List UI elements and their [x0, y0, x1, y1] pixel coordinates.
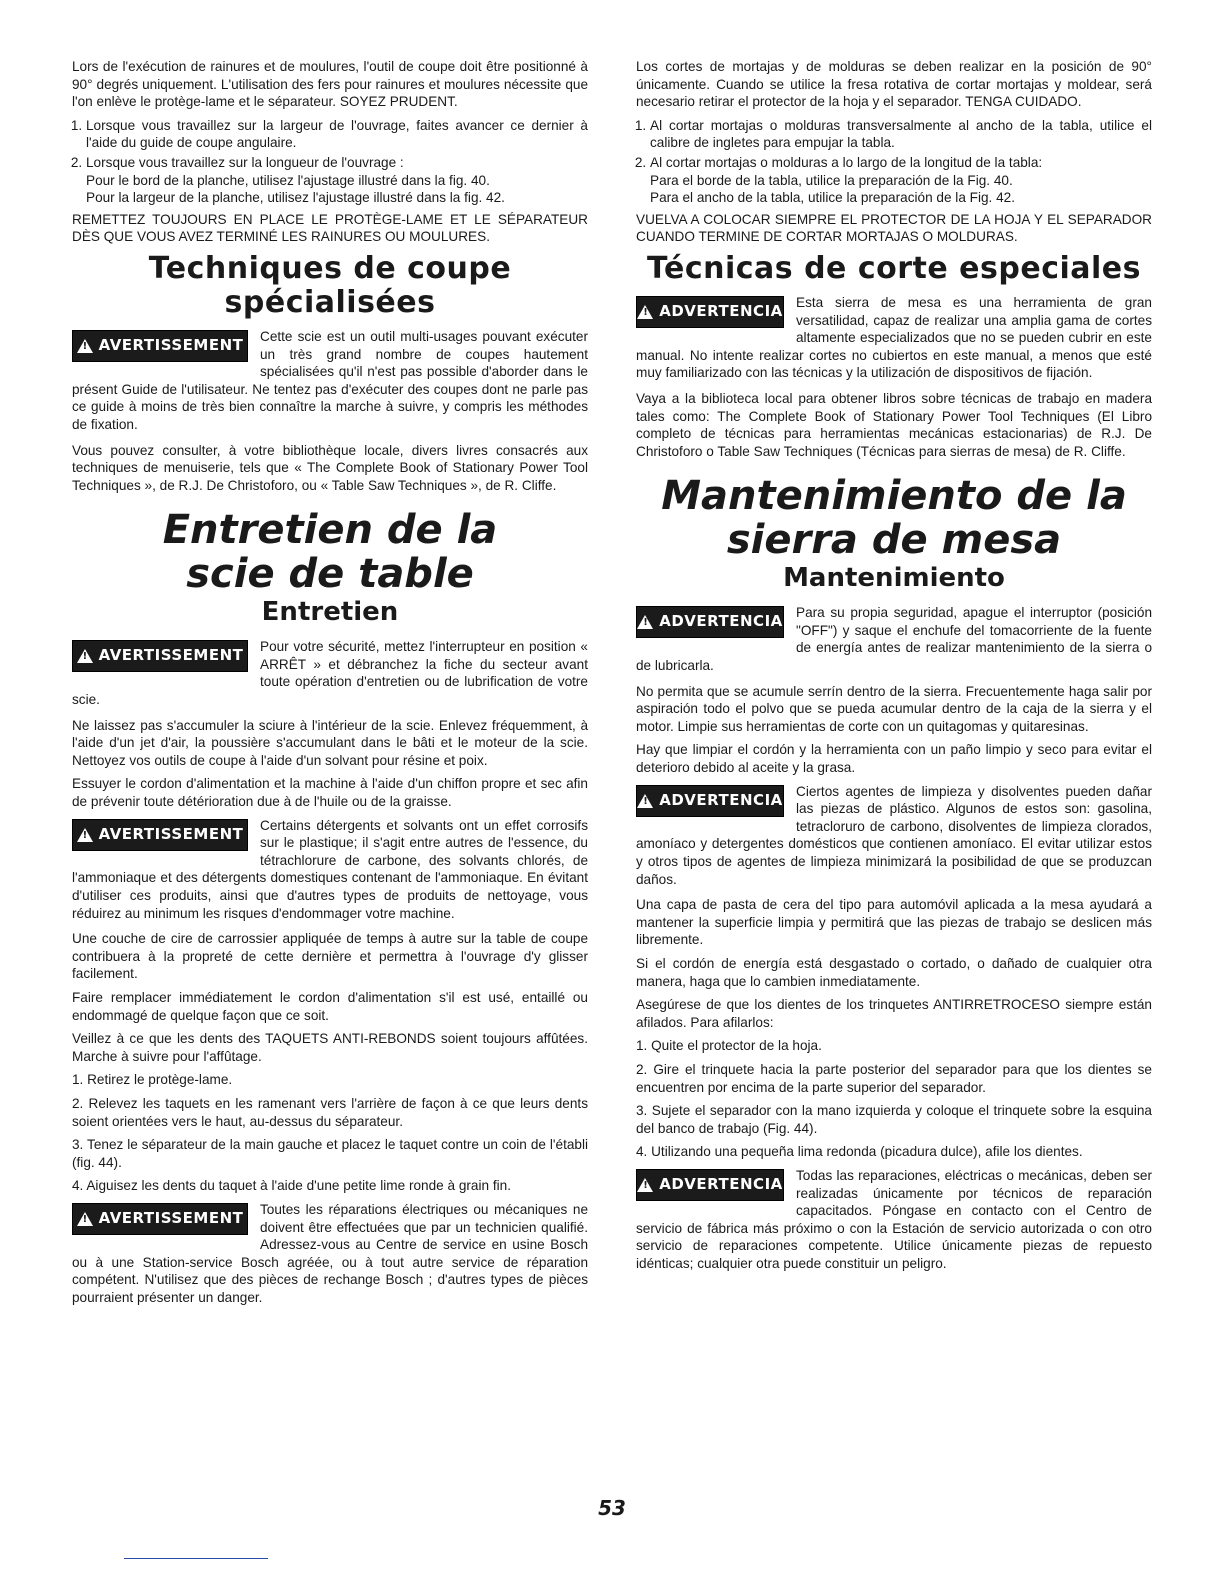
warning-badge: [72, 640, 248, 672]
main-title-line-1: Mantenimiento de la: [661, 473, 1127, 520]
list-item: [86, 154, 588, 207]
warning-block: [636, 294, 1152, 382]
sawdust-paragraph: No permita que se acumule serrín dentro de la sierra. Frecuentemente haga salir por aspiración todo el polvo que se pueda acumular dentro de la caja de la sierra y el motor. Limpie sus herramientas de corte con un quitagomas y quitaresinas.: [636, 683, 1152, 734]
warning-text: Ciertos agentes de limpieza y disolventes pueden dañar las piezas de plástico. Algunos de estos son: gasolina, tetracloruro de carbono, disolventes de limpieza clorados, amoníaco y detergentes domésticos que contienen amoníaco. El evitar utilizar estos y otros tipos de agentes de limpieza minimizará la posibilidad de que se produzcan daños.: [636, 783, 1152, 887]
warning-text: Cette scie est un outil multi-usages pouvant exécuter un très grand nombre de coupes hautement spécialisées qu'il n'est pas possible d'aborder dans le présent Guide de l'utilisateur. Ne tentez pas d'exécuter des coupes dont ne parle pas ce guide à moins de très bien connaître la marche à suivre, y compris les méthodes de fixation.: [72, 328, 588, 432]
wax-paragraph: Una capa de pasta de cera del tipo para automóvil aplicada a la mesa ayudará a mantener la superficie limpia y permitirá que las piezas de trabajo se deslicen más libremente.: [636, 897, 1152, 948]
warning-badge: [636, 606, 784, 638]
cutting-list: [636, 117, 1152, 207]
step-item: 1. Retirez le protège-lame.: [72, 1072, 233, 1088]
list-item: [86, 117, 588, 152]
warning-block: [72, 1201, 588, 1307]
warning-badge-label: AVERTISSEMENT: [98, 336, 244, 355]
french-column: [72, 58, 588, 1314]
warning-block: [72, 328, 588, 434]
warning-badge: [72, 1203, 248, 1235]
reminder-paragraph: VUELVA A COLOCAR SIEMPRE EL PROTECTOR DE LA HOJA Y EL SEPARADOR CUANDO TERMINE DE CORTAR MORTAJAS O MOLDURAS.: [636, 211, 1152, 245]
page-number: 53: [598, 1496, 626, 1520]
list-subitem: Pour la largeur de la planche, utilisez l'ajustage illustré dans la fig. 42.: [86, 190, 505, 206]
warning-badge: [72, 330, 248, 362]
warning-text: Toutes les réparations électriques ou mécaniques ne doivent être effectuées que par un technicien qualifié. Adressez-vous au Centre de service en usine Bosch ou à une Station-service Bosch agréée, ou à tout autre service de réparation compétent. N'utilisez que des pièces de rechange Bosch ; d'autres types de pièces pourraient présenter un danger.: [72, 1201, 588, 1305]
warning-badge-label: ADVERTENCIA: [659, 302, 783, 321]
intro-paragraph: Los cortes de mortajas y de molduras se deben realizar en la posición de 90° únicamente. Cuando se utilice la fresa rotativa de cortar mortajas y moldear, será necesario retirar el protector de la hoja y el separador. TENGA CUIDADO.: [636, 59, 1152, 110]
warning-badge-label: AVERTISSEMENT: [98, 824, 244, 843]
warning-text: Todas las reparaciones, eléctricas o mecánicas, deben ser realizadas únicamente por técnicos de reparación capacitados. Póngase en contacto con el Centro de servicio de fábrica más próximo o con la Estación de servicio autorizada o con otro servicio de reparaciones competente. Utilice únicamente piezas de repuesto idénticas; cualquier otra puede constituir un peligro.: [636, 1167, 1152, 1271]
warning-badge-label: ADVERTENCIA: [659, 790, 783, 809]
warning-badge: [636, 785, 784, 817]
step-item: 4. Utilizando una pequeña lima redonda (picadura dulce), afile los dientes.: [636, 1144, 1083, 1160]
main-title-line-1: Entretien de la: [162, 507, 498, 554]
warning-text: Pour votre sécurité, mettez l'interrupteur en position « ARRÊT » et débranchez la fiche du secteur avant toute opération d'entretien ou de lubrification de votre scie.: [72, 639, 588, 708]
warning-block: [72, 638, 588, 708]
step-item: 1. Quite el protector de la hoja.: [636, 1038, 822, 1054]
warning-badge: [72, 819, 248, 851]
intro-paragraph: Lors de l'exécution de rainures et de moulures, l'outil de coupe doit être positionné à 90° degrés uniquement. L'utilisation des fers pour rainures et moulures nécessite que l'on enlève le protège-lame et le séparateur. SOYEZ PRUDENT.: [72, 59, 588, 110]
warning-block: [636, 1167, 1152, 1273]
warning-block: [636, 604, 1152, 674]
warning-triangle-icon: [637, 305, 653, 319]
warning-triangle-icon: [77, 1212, 93, 1226]
warning-badge-label: ADVERTENCIA: [659, 612, 783, 631]
cutting-list: [72, 117, 588, 207]
warning-triangle-icon: [77, 828, 93, 842]
pawls-paragraph: Asegúrese de que los dientes de los trinquetes ANTIRRETROCESO siempre están afilados. Para afilarlos:: [636, 997, 1152, 1030]
pawls-paragraph: Veillez à ce que les dents des TAQUETS ANTI-REBONDS soient toujours affûtées. Marche à suivre pour l'affûtage.: [72, 1031, 588, 1064]
cord-paragraph: Si el cordón de energía está desgastado o cortado, o dañado de cualquier otra manera, haga que lo cambien inmediatamente.: [636, 955, 1152, 989]
section-title: Techniques de coupe spécialisées: [148, 250, 512, 320]
spanish-column: [636, 58, 1152, 1280]
list-item-text: Lorsque vous travaillez sur la largeur de l'ouvrage, faites avancer ce dernier à l'aide du guide de coupe angulaire.: [86, 117, 588, 151]
warning-triangle-icon: [637, 794, 653, 808]
list-item: [650, 154, 1152, 207]
step-item: 3. Tenez le séparateur de la main gauche et placez le taquet contre un coin de l'établi (fig. 44).: [72, 1137, 588, 1170]
warning-triangle-icon: [77, 339, 93, 353]
wipe-paragraph: Essuyer le cordon d'alimentation et la machine à l'aide d'un chiffon propre et sec afin de prévenir toute détérioration due à de l'huile ou de la graisse.: [72, 776, 588, 810]
warning-block: [72, 817, 588, 923]
library-paragraph: Vous pouvez consulter, à votre bibliothèque locale, divers livres consacrés aux techniques de menuiserie, tels que « The Complete Book of Stationary Power Tool Techniques », de R.J. De Christoforo, ou « Table Saw Techniques », de R. Cliffe.: [72, 442, 588, 493]
warning-text: Esta sierra de mesa es una herramienta de gran versatilidad, capaz de realizar una amplia gama de cortes altamente especializados que no se pueden cubrir en este manual. No intente realizar cortes no cubiertos en este manual, a menos que esté muy familiarizado con las técnicas y la utilización de dispositivos de fijación.: [636, 294, 1152, 381]
subsection-title: Entretien: [261, 597, 399, 628]
warning-text: Para su propia seguridad, apague el interruptor (posición "OFF") y saque el enchufe del tomacorriente de la fuente de energía antes de realizar mantenimiento de la sierra o de lubricarla.: [636, 605, 1152, 674]
warning-block: [636, 783, 1152, 889]
cord-paragraph: Faire remplacer immédiatement le cordon d'alimentation s'il est usé, entaillé ou endommagé de quelque façon que ce soit.: [72, 989, 588, 1023]
wipe-paragraph: Hay que limpiar el cordón y la herramienta con un paño limpio y seco para evitar el deterioro debido al aceite y la grasa.: [636, 742, 1152, 776]
step-item: 4. Aiguisez les dents du taquet à l'aide d'une petite lime ronde à grain fin.: [72, 1178, 511, 1194]
step-item: 3. Sujete el separador con la mano izquierda y coloque el trinquete sobre la esquina del banco de trabajo (Fig. 44).: [636, 1103, 1152, 1136]
main-title-line-2: sierra de mesa: [726, 517, 1062, 564]
reminder-paragraph: REMETTEZ TOUJOURS EN PLACE LE PROTÈGE-LAME ET LE SÉPARATEUR DÈS QUE VOUS AVEZ TERMINÉ LES RAINURES OU MOULURES.: [72, 211, 588, 245]
warning-badge-label: AVERTISSEMENT: [98, 1209, 244, 1228]
list-subitem: Pour le bord de la planche, utilisez l'ajustage illustré dans la fig. 40.: [86, 172, 490, 188]
warning-triangle-icon: [637, 1178, 653, 1192]
list-item-text: Al cortar mortajas o molduras transversalmente al ancho de la tabla, utilice el calibre de ingletes para empujar la tabla.: [650, 117, 1152, 151]
warning-badge: [636, 296, 784, 328]
main-title-line-2: scie de table: [186, 551, 474, 598]
list-item-text: Lorsque vous travaillez sur la longueur de l'ouvrage :: [86, 154, 404, 170]
step-item: 2. Relevez les taquets en les ramenant vers l'arrière de façon à ce que leurs dents soient orientées vers le haut, au-dessus du séparateur.: [72, 1095, 588, 1129]
library-paragraph: Vaya a la biblioteca local para obtener libros sobre técnicas de trabajo en madera tales como: The Complete Book of Stationary Power Tool Techniques (El Libro completo de técnicas para herramientas mecánicas estacionarias) de R.J. De Christoforo o Table Saw Techniques (Técnicas para sierras de mesa) de R. Cliffe.: [636, 390, 1152, 459]
warning-badge-label: ADVERTENCIA: [659, 1175, 783, 1194]
warning-text: Certains détergents et solvants ont un effet corrosifs sur le plastique; il s'agit entre autres de l'essence, du tétrachlorure de carbone, des solvants chlorés, de l'ammoniaque et des détergents domestiques contenant de l'ammoniaque. En évitant d'utiliser ces produits, ainsi que d'autres types de produits de nettoyage, vous réduirez au minimum les risques d'endommager votre machine.: [72, 817, 588, 921]
subsection-title: Mantenimiento: [783, 563, 1005, 594]
warning-triangle-icon: [637, 615, 653, 629]
step-item: 2. Gire el trinquete hacia la parte posterior del separador para que los dientes se encuentren por encima de la parte superior del separador.: [636, 1061, 1152, 1095]
list-item-text: Al cortar mortajas o molduras a lo largo de la longitud de la tabla:: [650, 154, 1043, 170]
warning-triangle-icon: [77, 649, 93, 663]
list-subitem: Para el borde de la tabla, utilice la preparación de la Fig. 40.: [650, 172, 1013, 188]
section-title: Técnicas de corte especiales: [647, 250, 1141, 286]
warning-badge: [636, 1169, 784, 1201]
wax-paragraph: Une couche de cire de carrossier appliquée de temps à autre sur la table de coupe contribuera à la propreté de cette dernière et permettra à l'ouvrage d'y glisser facilement.: [72, 931, 588, 982]
list-item: [650, 117, 1152, 152]
sawdust-paragraph: Ne laissez pas s'accumuler la sciure à l'intérieur de la scie. Enlevez fréquemment, à l'aide d'un jet d'air, la poussière s'accumulant dans le bâti et le moteur de la scie. Nettoyez vos outils de coupe à l'aide d'un solvant pour résine et poix.: [72, 717, 588, 768]
warning-badge-label: AVERTISSEMENT: [98, 646, 244, 665]
list-subitem: Para el ancho de la tabla, utilice la preparación de la Fig. 42.: [650, 190, 1015, 206]
bottom-rule: [124, 1558, 268, 1559]
